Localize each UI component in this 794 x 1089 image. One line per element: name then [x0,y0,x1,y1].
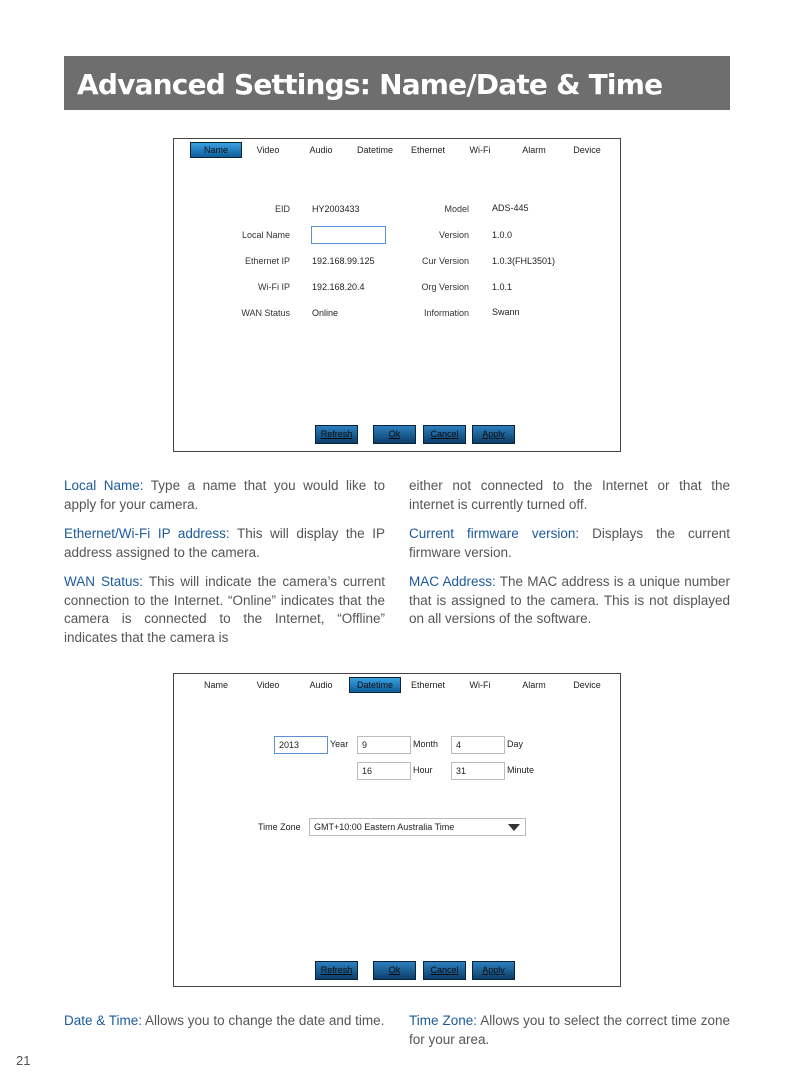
cancel-button[interactable]: Cancel [423,961,466,980]
day-label: Day [507,739,524,749]
description-right-column-1 [409,477,730,640]
model-label: Model [444,204,469,214]
year-input[interactable]: 2013 [274,736,328,754]
wan-status-label: WAN Status [241,308,290,318]
year-label: Year [330,739,349,749]
local-name-description: Local Name: Type a name that you would like to apply for your camera. [64,478,385,512]
page-title: Advanced Settings: Name/Date & Time [77,68,663,101]
tab-bar-2 [174,674,620,694]
cur-version-value: 1.0.3(FHL3501) [492,256,556,266]
cur-version-label: Cur Version [421,256,469,266]
eid-label: EID [274,204,290,214]
date-time-description: Date & Time: Allows you to change the date and time. [64,1013,385,1028]
apply-button[interactable]: Apply [472,425,515,444]
tab-device[interactable]: Device [573,145,601,155]
tab-video[interactable]: Video [256,145,280,155]
mac-address-description: MAC Address: The MAC address is a unique number that is assigned to the camera. This is not displayed on all versions of the software. [409,574,730,626]
cancel-button[interactable]: Cancel [423,425,466,444]
information-value: Swann [492,307,520,317]
local-name-input[interactable] [311,226,386,244]
name-settings-panel [173,138,621,452]
tab-ethernet[interactable]: Ethernet [410,145,446,155]
refresh-button[interactable]: Refresh [315,425,358,444]
time-zone-label: Time Zone [258,822,301,832]
month-label: Month [413,739,439,749]
tab-datetime[interactable]: Datetime [356,145,393,155]
time-zone-select[interactable]: GMT+10:00 Eastern Australia Time [309,818,526,836]
tab-bar [174,139,620,159]
section-banner [64,56,730,110]
ip-address-description: Ethernet/Wi-Fi IP address: This will display the IP address assigned to the camera. [64,526,385,560]
wan-status-value: Online [312,308,339,318]
month-input[interactable]: 9 [357,736,411,754]
ethernet-ip-value: 192.168.99.125 [312,256,375,266]
hour-label: Hour [413,765,433,775]
ok-button[interactable]: Ok [373,961,416,980]
ok-button[interactable]: Ok [373,425,416,444]
tab-alarm[interactable]: Alarm [522,145,546,155]
eid-value: HY2003433 [312,204,360,214]
org-version-label: Org Version [421,282,469,292]
apply-button[interactable]: Apply [472,961,515,980]
wan-status-continued: either not connected to the Internet or that the internet is currently turned off. [409,478,730,512]
time-zone-description: Time Zone: Allows you to select the correct time zone for your area. [409,1013,730,1047]
day-input[interactable]: 4 [451,736,505,754]
tab-name[interactable]: Name [190,142,242,158]
description-left-column-1 [64,477,385,658]
hour-input[interactable]: 16 [357,762,411,780]
tab-datetime[interactable]: Datetime [349,677,401,693]
tab-wifi[interactable]: Wi-Fi [469,680,491,690]
page-number: 21 [16,1053,31,1068]
tab-alarm[interactable]: Alarm [522,680,546,690]
tab-name[interactable]: Name [203,680,228,690]
description-right-column-2 [409,1012,730,1060]
tab-audio[interactable]: Audio [309,145,333,155]
chevron-down-icon[interactable] [508,824,520,831]
version-value: 1.0.0 [492,230,513,240]
datetime-settings-panel [173,673,621,987]
wifi-ip-label: Wi-Fi IP [258,282,290,292]
version-label: Version [438,230,469,240]
tab-ethernet[interactable]: Ethernet [410,680,446,690]
tab-wifi[interactable]: Wi-Fi [469,145,491,155]
ethernet-ip-label: Ethernet IP [244,256,290,266]
tab-audio[interactable]: Audio [309,680,333,690]
minute-input[interactable]: 31 [451,762,505,780]
wifi-ip-value: 192.168.20.4 [312,282,365,292]
information-label: Information [423,308,469,318]
refresh-button[interactable]: Refresh [315,961,358,980]
firmware-description: Current firmware version: Displays the current firmware version. [409,526,730,560]
model-value: ADS-445 [492,203,529,213]
tab-video[interactable]: Video [256,680,280,690]
local-name-label: Local Name [241,230,290,240]
org-version-value: 1.0.1 [492,282,513,292]
minute-label: Minute [507,765,535,775]
description-left-column-2 [64,1012,385,1042]
tab-device[interactable]: Device [573,680,601,690]
wan-status-description: WAN Status: This will indicate the camera’s current connection to the Internet. “Online” indicates that the camera is connected to the Internet, “Offline” indicates that the camera is [64,574,385,645]
